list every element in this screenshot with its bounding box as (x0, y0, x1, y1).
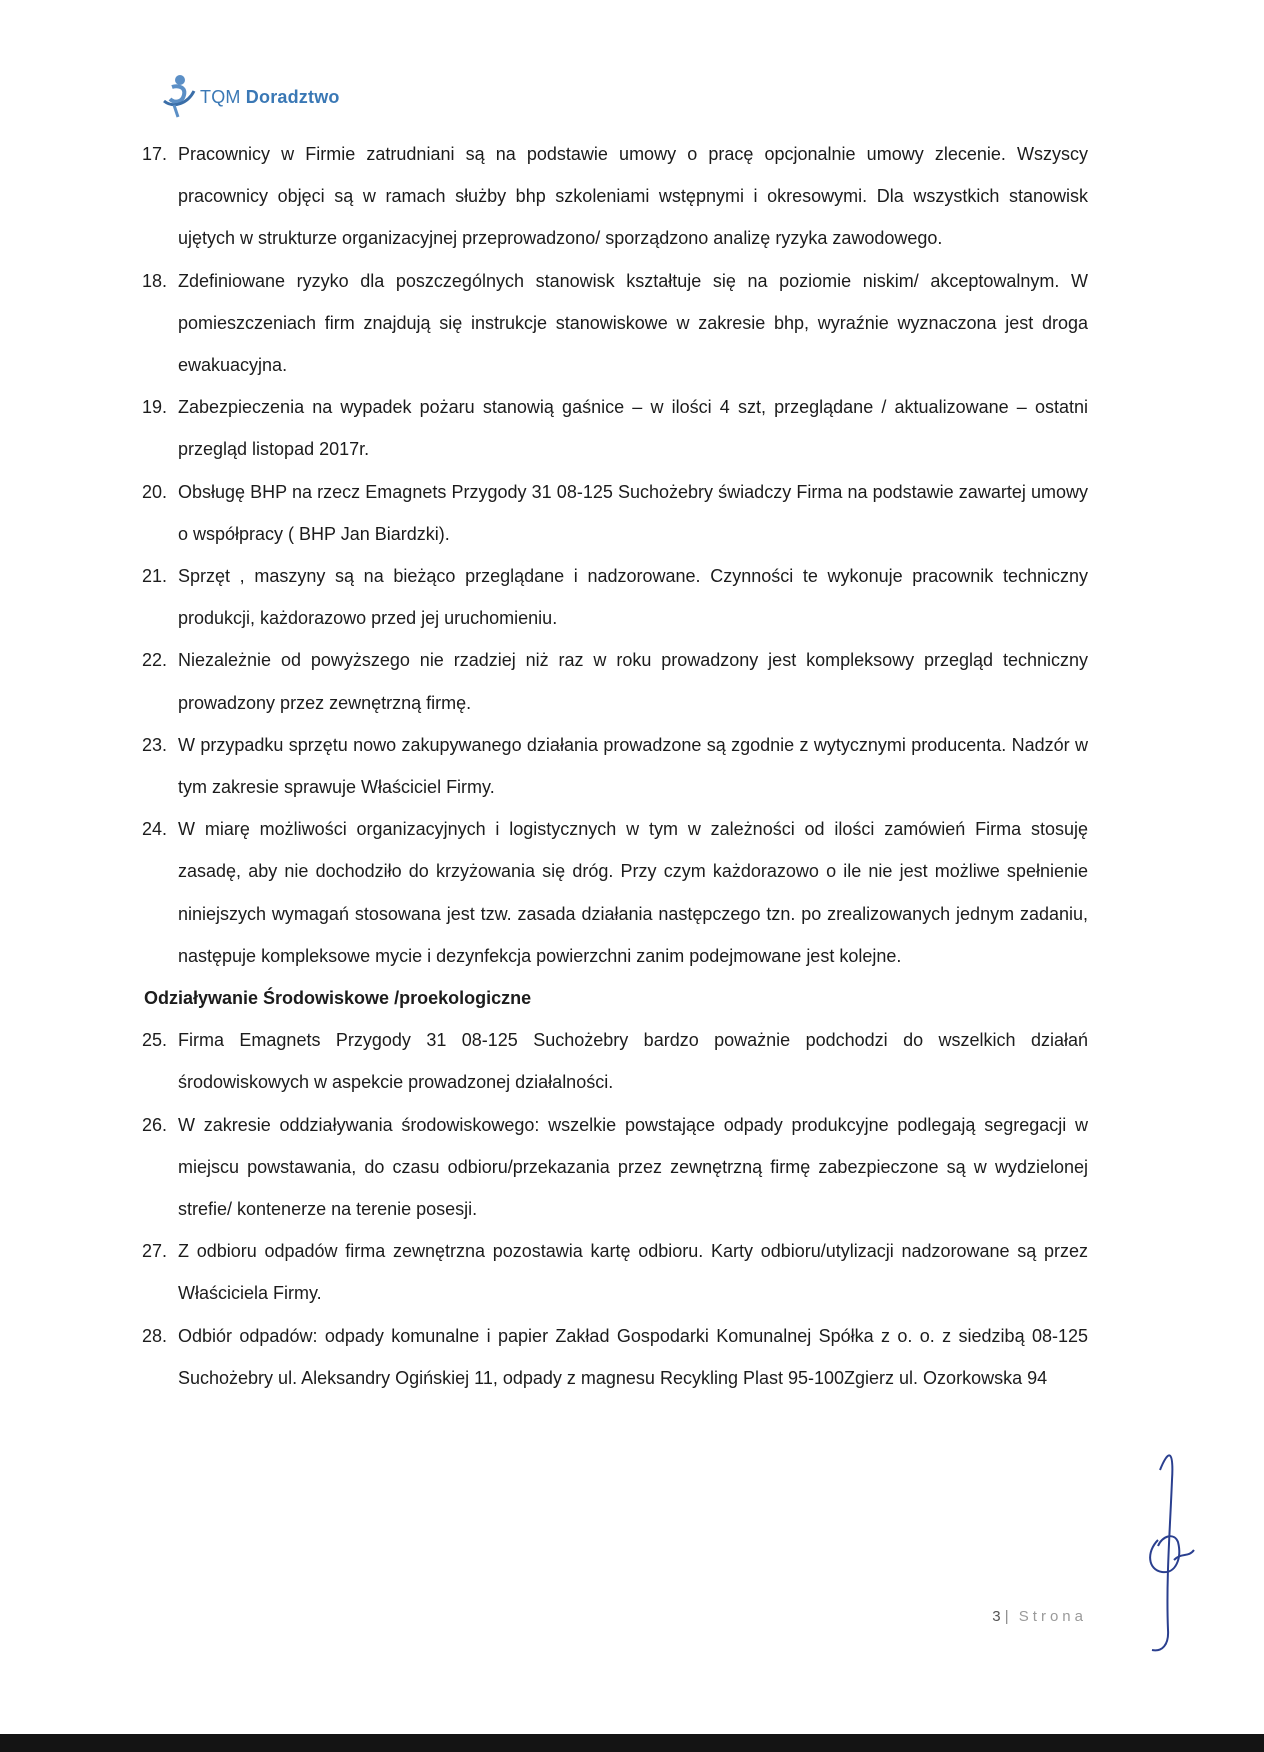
list-item (142, 133, 1088, 260)
item-text: W zakresie oddziaływania środowiskowego: wszelkie powstające odpady produkcyjne podlegają segregacji w miejscu powstawania, do czasu odbioru/przekazania przez zewnętrzną firmę zabezpieczone są w wydzielonej strefie/ kontenerze na terenie posesji. (178, 1114, 1088, 1220)
list-item (142, 1230, 1088, 1314)
numbered-list-1 (142, 133, 1088, 977)
item-number: 28. (142, 1325, 168, 1346)
page-footer (992, 1608, 1087, 1625)
item-text: Niezależnie od powyższego nie rzadziej niż raz w roku prowadzony jest kompleksowy przegląd techniczny prowadzony przez zewnętrzną firmę. (178, 650, 1088, 713)
logo-name: Doradztwo (245, 86, 340, 107)
list-item (142, 260, 1088, 387)
item-text: Sprzęt , maszyny są na bieżąco przeglądane i nadzorowane. Czynności te wykonuje pracownik techniczny produkcji, każdorazowo przed jej uruchomieniu. (178, 566, 1088, 629)
company-logo (160, 72, 340, 122)
item-number: 18. (142, 270, 168, 291)
item-text: Zabezpieczenia na wypadek pożaru stanowią gaśnice – w ilości 4 szt, przeglądane / aktualizowane – ostatni przegląd listopad 2017r. (178, 397, 1088, 460)
item-number: 19. (142, 397, 168, 418)
item-text: Zdefiniowane ryzyko dla poszczególnych stanowisk kształtuje się na poziomie niskim/ akceptowalnym. W pomieszczeniach firm znajdują się instrukcje stanowiskowe w zakresie bhp, wyraźnie wyznaczona jest droga ewakuacyjna. (178, 270, 1088, 376)
item-number: 21. (142, 566, 168, 587)
item-text: Firma Emagnets Przygody 31 08-125 Suchożebry bardzo poważnie podchodzi do wszelkich działań środowiskowych w aspekcie prowadzonej działalności. (178, 1030, 1088, 1093)
list-item (142, 1019, 1088, 1103)
page-word: Strona (1018, 1608, 1087, 1625)
logo-figure-icon (160, 73, 196, 121)
item-text: W miarę możliwości organizacyjnych i logistycznych w tym w zależności od ilości zamówień Firma stosuję zasadę, aby nie dochodziło do krzyżowania się dróg. Przy czym każdorazowo o ile nie jest możliwe spełnienie niniejszych wymagań stosowana jest tzw. zasada działania następczego tzn. po zrealizowanych jednym zadaniu, następuje kompleksowe mycie i dezynfekcja powierzchni zanim podejmowane jest kolejne. (178, 819, 1088, 966)
item-text: Z odbioru odpadów firma zewnętrzna pozostawia kartę odbioru. Karty odbioru/utylizacji nadzorowane są przez Właściciela Firmy. (178, 1241, 1088, 1304)
item-number: 23. (142, 734, 168, 755)
logo-text (200, 87, 340, 108)
footer-separator: | (1004, 1608, 1009, 1625)
list-item (142, 639, 1088, 723)
item-text: Pracownicy w Firmie zatrudniani są na podstawie umowy o pracę opcjonalnie umowy zlecenie. Wszyscy pracownicy objęci są w ramach służby bhp szkoleniami wstępnymi i okresowymi. Dla wszystkich stanowisk ujętych w strukturze organizacyjnej przeprowadzono/ sporządzono analizę ryzyka zawodowego. (178, 144, 1088, 249)
list-item (142, 471, 1088, 555)
list-item (142, 1315, 1088, 1399)
item-text: Odbiór odpadów: odpady komunalne i papier Zakład Gospodarki Komunalnej Spółka z o. o. z siedzibą 08-125 Suchożebry ul. Aleksandry Ogińskiej 11, odpady z magnesu Recykling Plast 95-100Zgierz ul. Ozorkowska 94 (178, 1325, 1088, 1388)
section-heading: Odziaływanie Środowiskowe /proekologiczne (144, 988, 532, 1009)
list-item (142, 808, 1088, 977)
handwritten-signature (1138, 1440, 1208, 1660)
item-number: 20. (142, 481, 168, 502)
logo-prefix: TQM (200, 86, 241, 107)
list-item (142, 724, 1088, 808)
scan-edge-bar (0, 1734, 1264, 1752)
page-number: 3 (992, 1608, 1001, 1625)
list-item (142, 1104, 1088, 1231)
item-number: 25. (142, 1030, 168, 1051)
item-text: W przypadku sprzętu nowo zakupywanego działania prowadzone są zgodnie z wytycznymi producenta. Nadzór w tym zakresie sprawuje Właściciel Firmy. (178, 734, 1088, 798)
numbered-list-2 (142, 1019, 1088, 1399)
list-item (142, 386, 1088, 470)
list-item (142, 555, 1088, 639)
item-number: 17. (142, 144, 168, 164)
item-number: 24. (142, 819, 168, 840)
item-text: Obsługę BHP na rzecz Emagnets Przygody 31 08-125 Suchożebry świadczy Firma na podstawie zawartej umowy o współpracy ( BHP Jan Biardzki). (178, 481, 1088, 544)
item-number: 27. (142, 1241, 168, 1262)
item-number: 26. (142, 1114, 168, 1135)
item-number: 22. (142, 650, 168, 671)
document-body (142, 133, 1088, 1399)
